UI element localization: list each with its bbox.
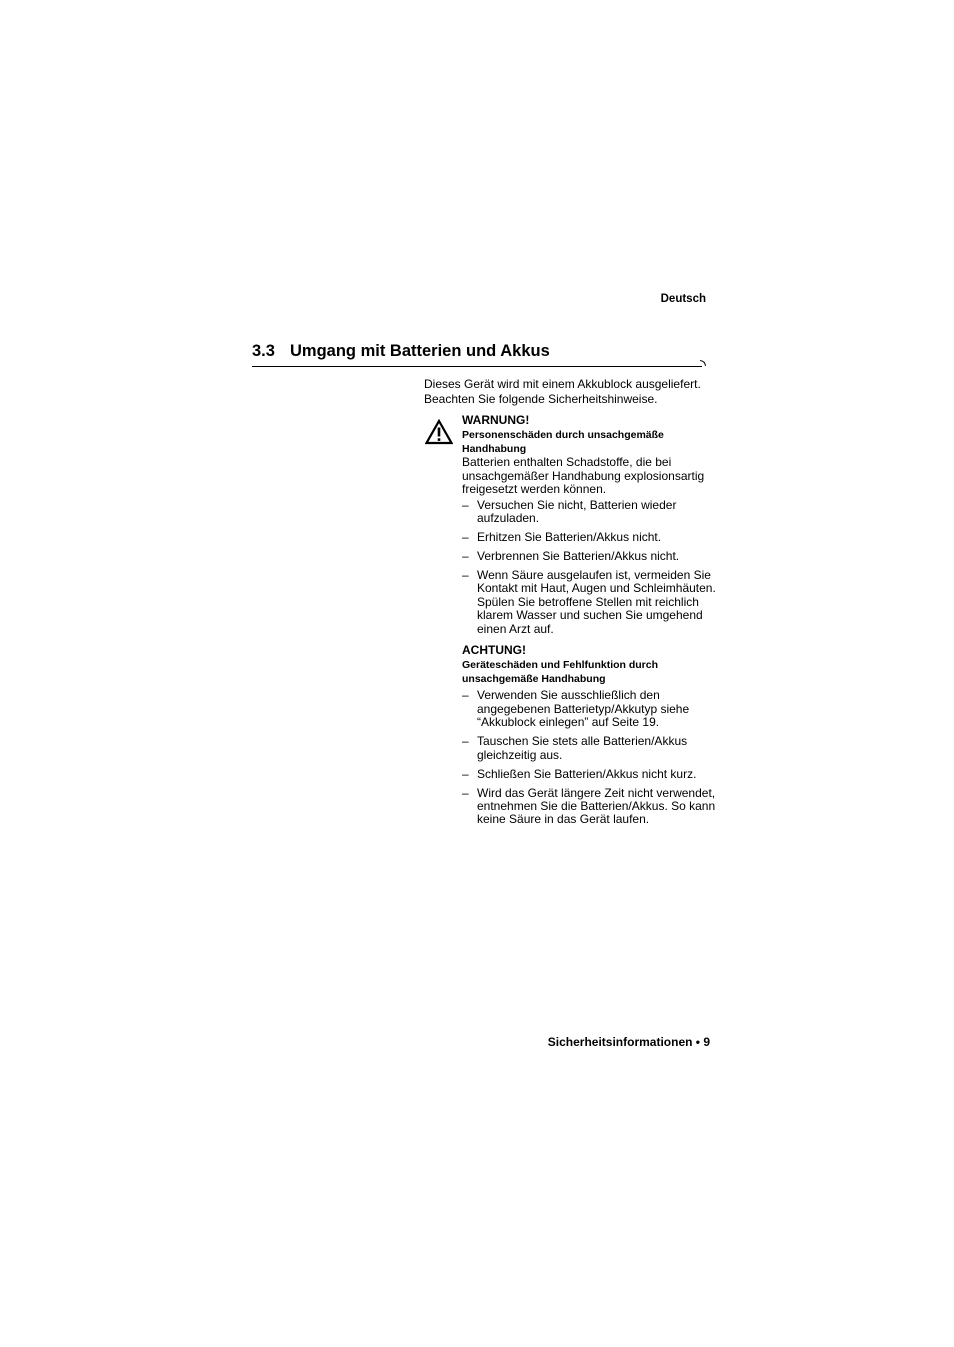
- dash-bullet: –: [462, 549, 469, 564]
- list-item-line: einen Arzt auf.: [477, 621, 554, 636]
- warning-body-line: unsachgemäßer Handhabung explosionsartig: [462, 468, 705, 483]
- list-item: [462, 569, 722, 636]
- warning-heading: WARNUNG!: [462, 413, 530, 427]
- dash-bullet: –: [462, 734, 469, 749]
- list-item: [462, 550, 722, 563]
- list-item-line: klarem Wasser und suchen Sie umgehend: [477, 608, 703, 623]
- warning-body-line: Batterien enthalten Schadstoffe, die bei: [462, 455, 672, 470]
- intro-line: Beachten Sie folgende Sicherheitshinweise.: [424, 391, 658, 406]
- list-item-line: Erhitzen Sie Batterien/Akkus nicht.: [477, 530, 662, 545]
- dash-bullet: –: [462, 568, 469, 583]
- warning-body-line: freigesetzt werden können.: [462, 482, 607, 497]
- list-item-line: entnehmen Sie die Batterien/Akkus. So kann: [477, 799, 716, 814]
- list-item-line: Schließen Sie Batterien/Akkus nicht kurz.: [477, 766, 697, 781]
- section-rule: [252, 366, 702, 367]
- list-item: [462, 531, 722, 544]
- warning-subheading-line: Personenschäden durch unsachgemäße: [462, 429, 664, 442]
- list-item: [462, 499, 722, 526]
- list-item-line: Tauschen Sie stets alle Batterien/Akkus: [477, 734, 688, 749]
- caution-list: [462, 689, 722, 826]
- dash-bullet: –: [462, 530, 469, 545]
- dash-bullet: –: [462, 497, 469, 512]
- section-heading: [252, 342, 550, 361]
- section-title: Umgang mit Batterien und Akkus: [290, 342, 550, 360]
- intro-line: Dieses Gerät wird mit einem Akkublock ausgeliefert.: [424, 377, 701, 391]
- warning-subheading-line: Handhabung: [462, 443, 527, 456]
- warning-block: [462, 414, 722, 636]
- list-item: [462, 768, 722, 781]
- caution-block: [462, 644, 722, 827]
- intro-paragraph: [424, 377, 714, 406]
- list-item-line: angegebenen Batterietyp/Akkutyp siehe: [477, 701, 690, 716]
- section-number: 3.3: [252, 342, 275, 360]
- warning-list: [462, 499, 722, 636]
- list-item-line: Wird das Gerät längere Zeit nicht verwendet,: [477, 785, 716, 800]
- list-item: [462, 787, 722, 827]
- list-item-line: Verwenden Sie ausschließlich den: [477, 688, 660, 703]
- caution-subheading-line: unsachgemäße Handhabung: [462, 673, 606, 686]
- list-item-line: Verbrennen Sie Batterien/Akkus nicht.: [477, 549, 680, 564]
- list-item-line: gleichzeitig aus.: [477, 747, 563, 762]
- list-item: [462, 735, 722, 762]
- language-label: Deutsch: [660, 293, 706, 305]
- section-rule-hook: [700, 360, 706, 372]
- dash-bullet: –: [462, 766, 469, 781]
- list-item-line: Wenn Säure ausgelaufen ist, vermeiden Sie: [477, 568, 711, 583]
- dash-bullet: –: [462, 688, 469, 703]
- list-item-line: Spülen Sie betroffene Stellen mit reichlich: [477, 594, 699, 609]
- list-item: [462, 689, 722, 729]
- list-item-line: Kontakt mit Haut, Augen und Schleimhäuten.: [477, 581, 716, 596]
- caution-subheading-line: Geräteschäden und Fehlfunktion durch: [462, 659, 659, 672]
- warning-triangle-icon: [425, 419, 453, 445]
- list-item-line: “Akkublock einlegen” auf Seite 19.: [477, 715, 660, 730]
- list-item-line: keine Säure in das Gerät laufen.: [477, 812, 650, 827]
- list-item-line: aufzuladen.: [477, 511, 540, 526]
- list-item-line: Versuchen Sie nicht, Batterien wieder: [477, 497, 677, 512]
- page-footer: Sicherheitsinformationen • 9: [547, 1035, 710, 1049]
- caution-heading: ACHTUNG!: [462, 643, 526, 657]
- dash-bullet: –: [462, 785, 469, 800]
